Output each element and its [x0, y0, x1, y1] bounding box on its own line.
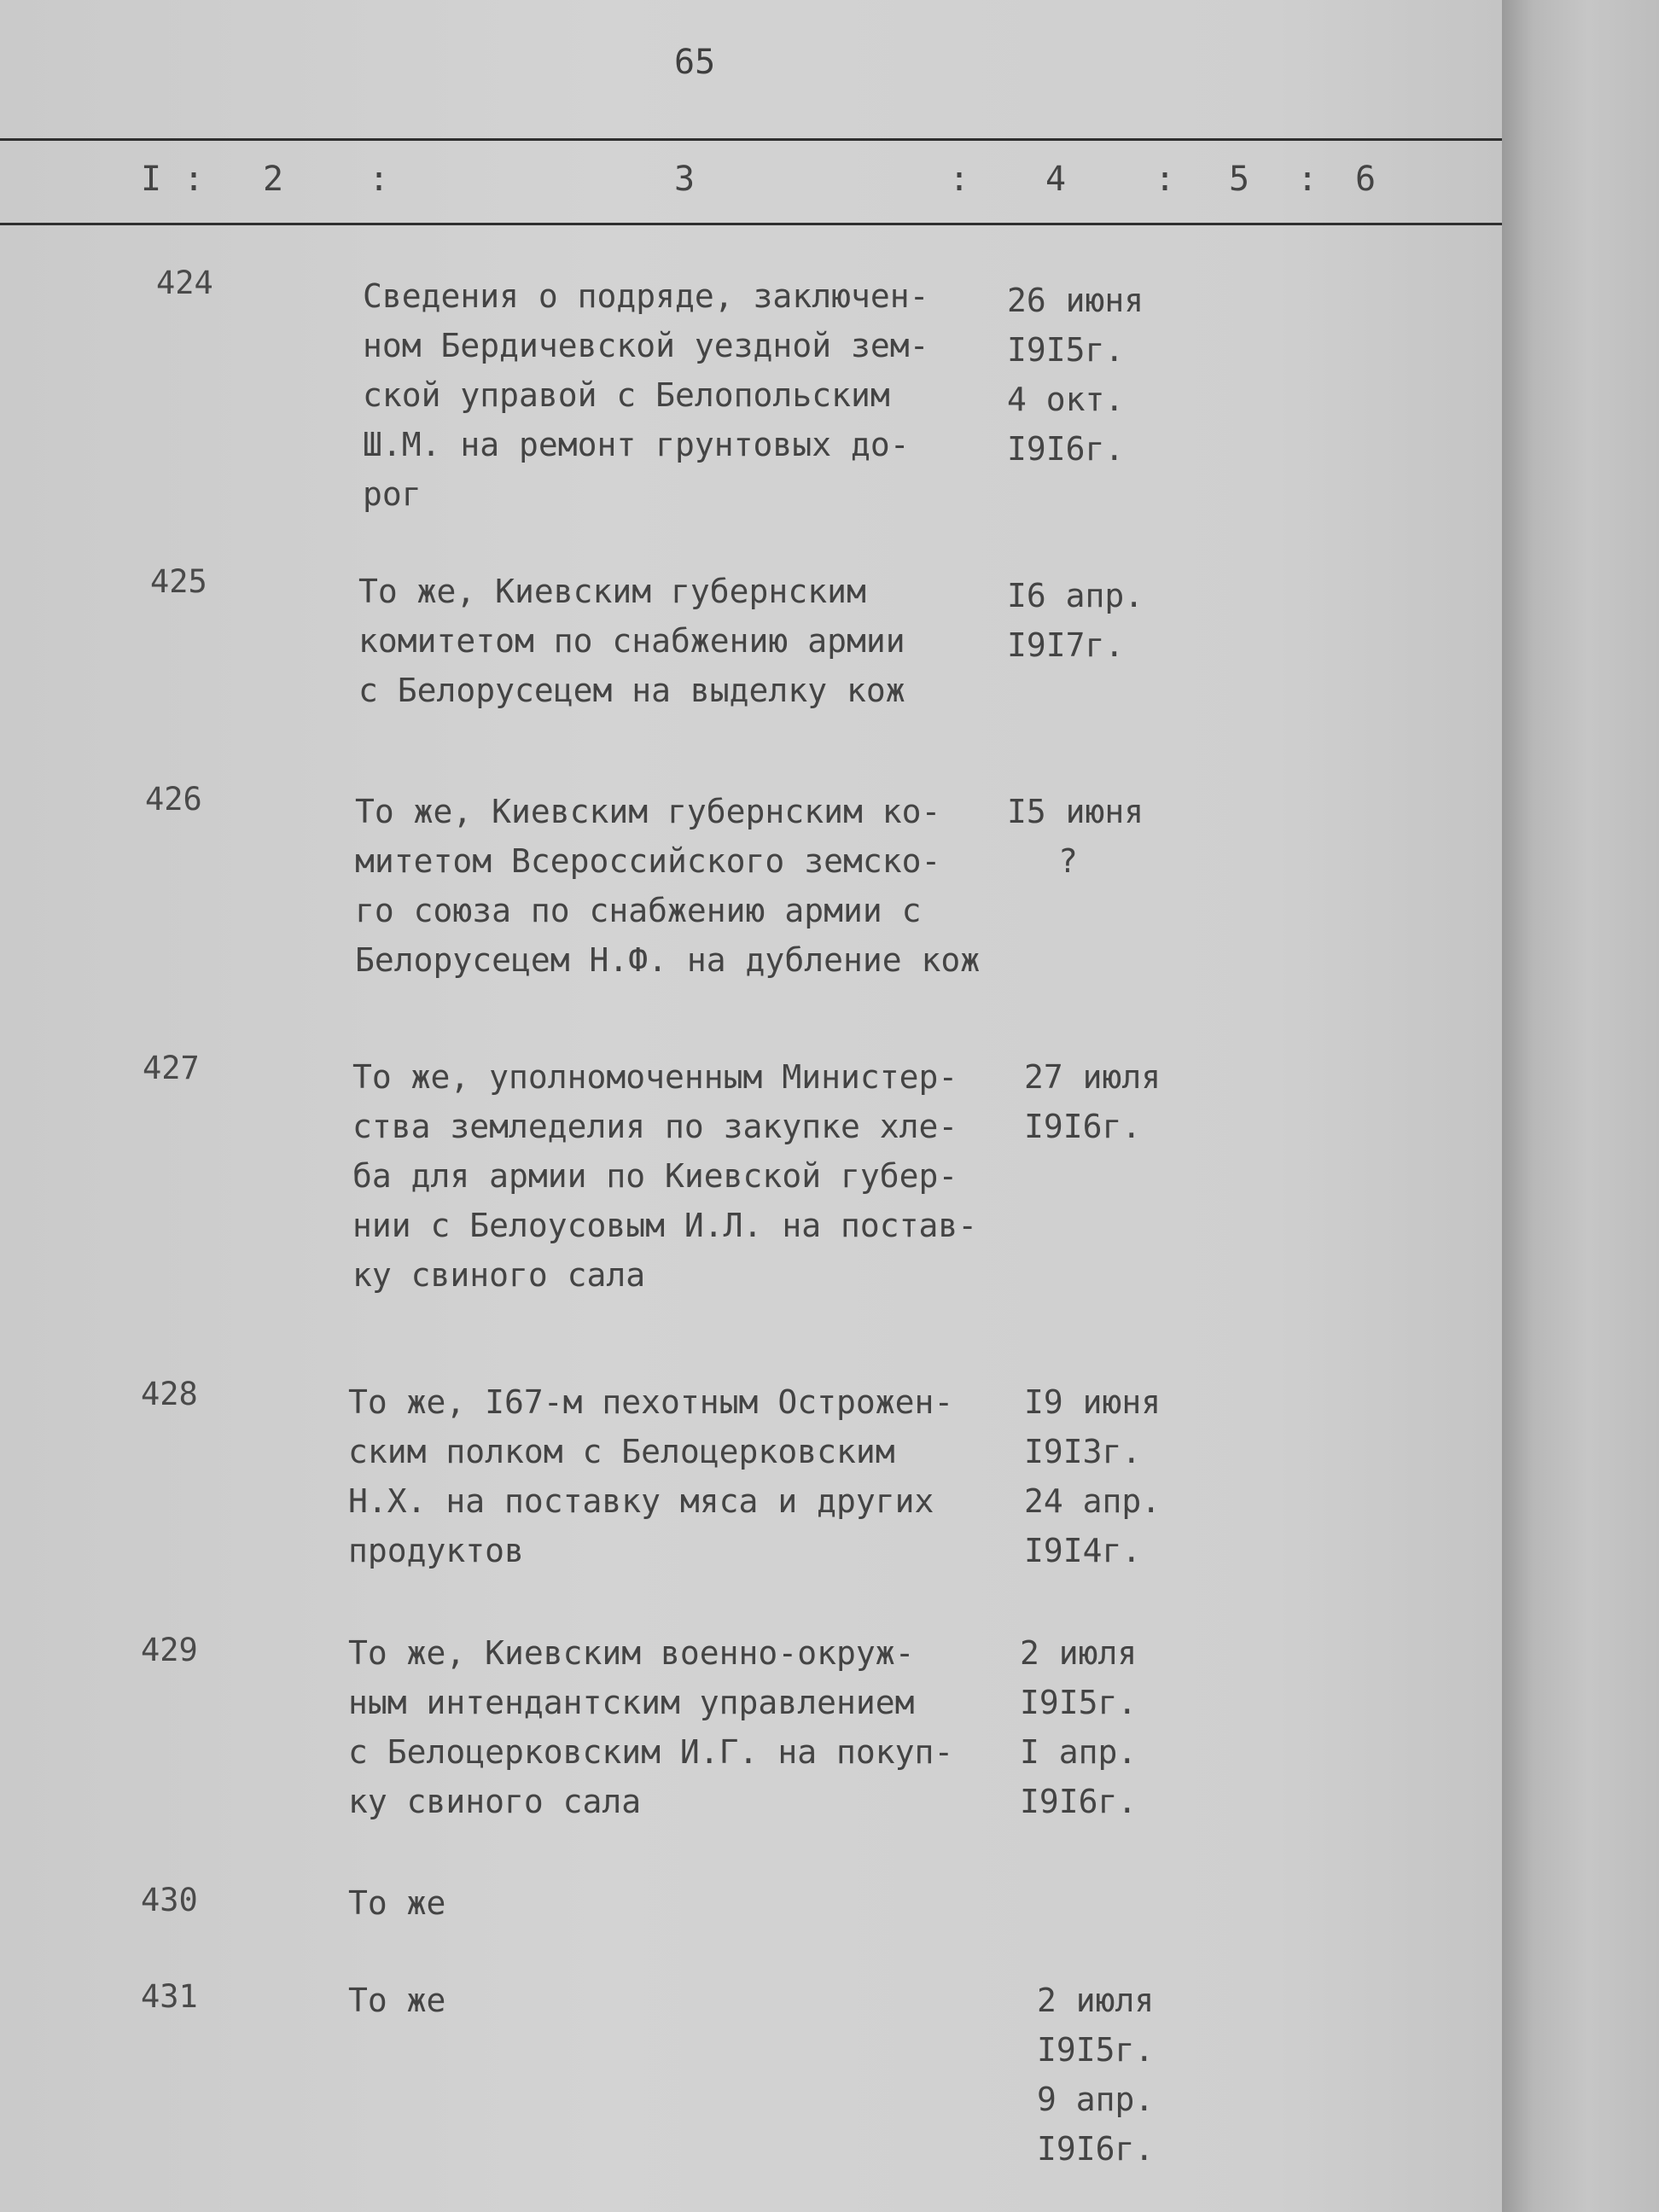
description-line: ку свиного сала: [352, 1256, 646, 1294]
column-header-2: 2: [263, 160, 284, 199]
entry-description: [348, 1628, 953, 1826]
date-line: ?: [1058, 842, 1078, 880]
description-line: митетом Всероссийского земско-: [355, 842, 941, 880]
entry-description: [352, 1052, 977, 1300]
description-line: То же, I67-м пехотным Острожен-: [348, 1383, 954, 1421]
entry-number: 429: [141, 1632, 198, 1668]
description-line: Н.Х. на поставку мяса и других: [348, 1482, 934, 1520]
column-separator: :: [183, 160, 205, 199]
column-header-1: I: [141, 160, 162, 199]
description-line: рог: [363, 475, 422, 513]
entry-number: 426: [145, 781, 202, 818]
entry-number: 428: [141, 1376, 198, 1412]
date-line: I9I5г.: [1037, 2031, 1155, 2069]
date-line: 2 июля: [1037, 1982, 1155, 2019]
page-edge-shadow: [1502, 0, 1659, 2212]
entry-description: [348, 1878, 445, 1928]
entry-dates: [1020, 1628, 1137, 1826]
description-line: ба для армии по Киевской губер-: [352, 1157, 958, 1195]
entry-description: [355, 787, 980, 985]
column-header-6: 6: [1355, 160, 1377, 199]
description-line: комитетом по снабжению армии: [358, 622, 905, 660]
entry-dates: [1024, 1052, 1161, 1151]
entry-dates: [1007, 276, 1144, 474]
entry-number: 427: [143, 1050, 200, 1086]
entry-description: [348, 1976, 445, 2025]
date-line: I апр.: [1020, 1733, 1138, 1771]
description-line: Сведения о подряде, заключен-: [363, 277, 929, 315]
description-line: ку свиного сала: [348, 1783, 642, 1820]
description-line: ства земледелия по закупке хле-: [352, 1108, 958, 1145]
description-line: с Белоцерковским И.Г. на покуп-: [348, 1733, 954, 1771]
description-line: ской управой с Белопольским: [363, 376, 890, 414]
description-line: То же: [348, 1982, 446, 2019]
description-line: То же, уполномоченным Министер-: [352, 1058, 958, 1096]
date-line: I9I6г.: [1007, 430, 1125, 468]
entry-dates: [1007, 571, 1144, 670]
date-line: 27 июля: [1024, 1058, 1161, 1096]
column-separator: :: [1155, 160, 1176, 199]
description-line: То же: [348, 1884, 446, 1922]
date-line: I9I4г.: [1024, 1532, 1142, 1569]
column-header-row: [0, 138, 1502, 225]
entry-dates: [1037, 1976, 1154, 2174]
entry-number: 424: [156, 265, 213, 301]
entry-dates: [1024, 1377, 1161, 1575]
date-line: I9I6г.: [1024, 1108, 1142, 1145]
date-line: 2 июля: [1020, 1634, 1138, 1672]
date-line: 26 июня: [1007, 282, 1144, 319]
date-line: I9I6г.: [1037, 2130, 1155, 2168]
column-header-4: 4: [1045, 160, 1067, 199]
description-line: с Белорусецем на выделку кож: [358, 672, 905, 709]
column-header-5: 5: [1229, 160, 1250, 199]
entry-number: 425: [150, 563, 207, 600]
description-line: ским полком с Белоцерковским: [348, 1433, 895, 1470]
date-line: I9I5г.: [1020, 1684, 1138, 1721]
date-line: 9 апр.: [1037, 2081, 1155, 2118]
column-separator: :: [369, 160, 390, 199]
description-line: То же, Киевским губернским: [358, 573, 866, 610]
column-separator: :: [1297, 160, 1318, 199]
entry-number: 431: [141, 1978, 198, 2015]
description-line: То же, Киевским губернским ко-: [355, 793, 941, 830]
date-line: I9 июня: [1024, 1383, 1161, 1421]
date-line: 24 апр.: [1024, 1482, 1161, 1520]
description-line: ным интендантским управлением: [348, 1684, 915, 1721]
description-line: нии с Белоусовым И.Л. на постав-: [352, 1207, 978, 1244]
date-line: I9I5г.: [1007, 331, 1125, 369]
date-line: I5 июня: [1007, 793, 1144, 830]
description-line: То же, Киевским военно-окруж-: [348, 1634, 915, 1672]
date-line: I9I7г.: [1007, 626, 1125, 664]
description-line: го союза по снабжению армии с: [355, 892, 922, 929]
date-line: I6 апр.: [1007, 577, 1144, 614]
description-line: Белорусецем Н.Ф. на дубление кож: [355, 941, 981, 979]
description-line: ном Бердичевской уездной зем-: [363, 327, 929, 364]
entry-number: 430: [141, 1882, 198, 1918]
description-line: продуктов: [348, 1532, 524, 1569]
date-line: 4 окт.: [1007, 381, 1125, 418]
entry-description: [363, 271, 928, 519]
entry-description: [358, 567, 905, 715]
date-line: I9I6г.: [1020, 1783, 1138, 1820]
page-number: 65: [674, 43, 716, 82]
column-header-3: 3: [674, 160, 696, 199]
column-separator: :: [949, 160, 970, 199]
entry-dates: [1007, 787, 1144, 886]
entry-description: [348, 1377, 953, 1575]
description-line: Ш.М. на ремонт грунтовых до-: [363, 426, 910, 463]
date-line: I9I3г.: [1024, 1433, 1142, 1470]
